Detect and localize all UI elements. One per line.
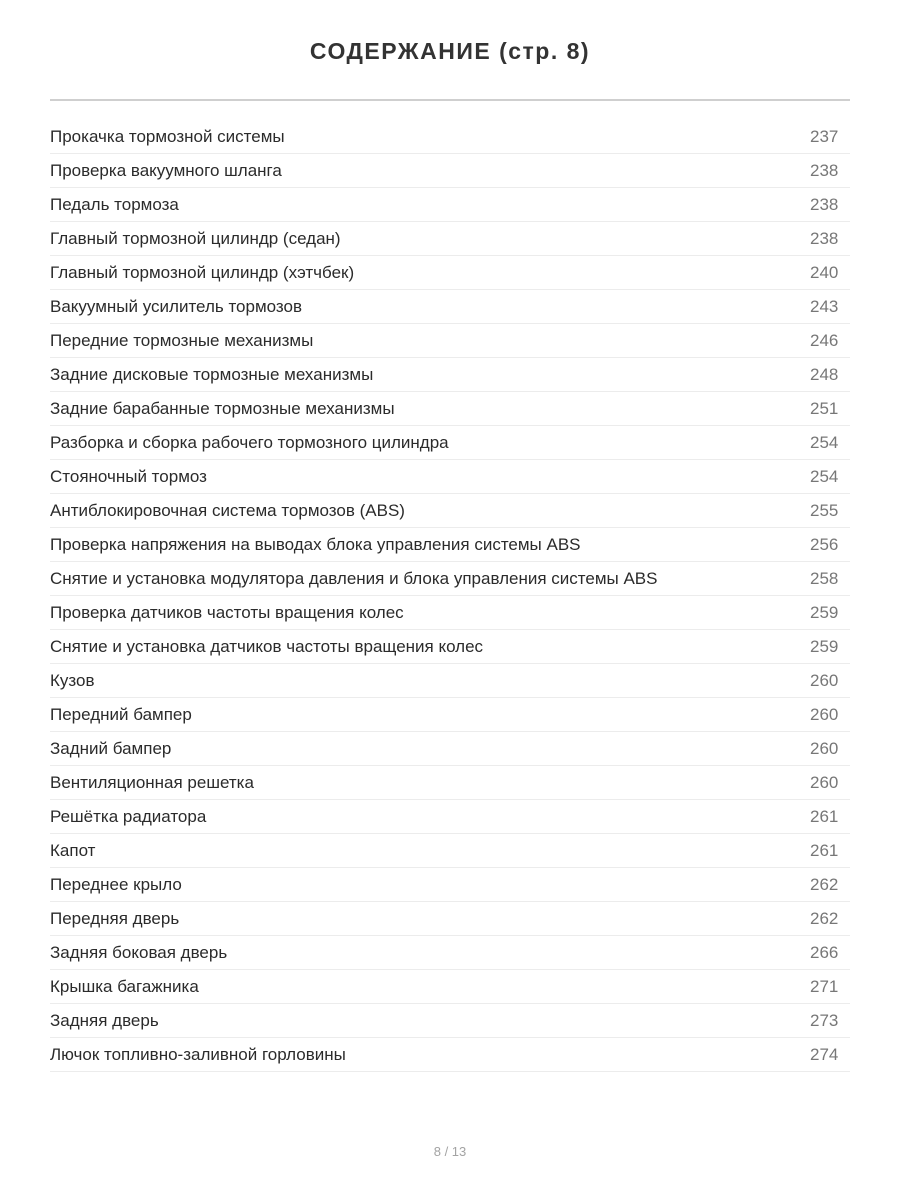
toc-entry-title: Снятие и установка модулятора давления и блока управления системы ABS	[50, 568, 658, 588]
toc-entry[interactable]	[50, 222, 850, 256]
toc-entry[interactable]	[50, 358, 850, 392]
toc-entry[interactable]	[50, 732, 850, 766]
toc-entry[interactable]	[50, 392, 850, 426]
toc-entry[interactable]	[50, 120, 850, 154]
toc-entry-page: 256	[810, 534, 839, 554]
toc-entry-title: Задний бампер	[50, 738, 172, 758]
toc-entry-page: 240	[810, 262, 839, 282]
page-title: СОДЕРЖАНИЕ (стр. 8)	[309, 38, 591, 64]
toc-entry[interactable]	[50, 868, 850, 902]
toc-entry-page: 243	[810, 296, 839, 316]
toc-entry-title: Задние барабанные тормозные механизмы	[50, 398, 395, 418]
toc-entry-page: 262	[810, 908, 839, 928]
toc-entry[interactable]	[50, 460, 850, 494]
toc-entry-page: 260	[810, 738, 839, 758]
toc-entry-title: Вакуумный усилитель тормозов	[50, 296, 302, 316]
toc-entry[interactable]	[50, 698, 850, 732]
toc-entry[interactable]	[50, 1004, 850, 1038]
toc-entry-title: Стояночный тормоз	[50, 466, 207, 486]
toc-entry-page: 238	[810, 194, 839, 214]
toc-entry-title: Задняя боковая дверь	[50, 942, 228, 962]
toc-entry[interactable]	[50, 664, 850, 698]
toc-entry-title: Решётка радиатора	[50, 806, 207, 826]
toc-entry[interactable]	[50, 290, 850, 324]
toc-entry-page: 238	[810, 228, 839, 248]
toc-entry[interactable]	[50, 766, 850, 800]
toc-entry-title: Педаль тормоза	[50, 194, 179, 214]
toc-entry-title: Антиблокировочная система тормозов (ABS)	[50, 500, 405, 520]
toc-entry[interactable]	[50, 902, 850, 936]
toc-entry-title: Проверка датчиков частоты вращения колес	[50, 602, 404, 622]
title-divider	[50, 99, 850, 101]
toc-entry[interactable]	[50, 970, 850, 1004]
toc-entry-page: 260	[810, 670, 839, 690]
toc-entry-title: Разборка и сборка рабочего тормозного цилиндра	[50, 432, 449, 452]
toc-entry[interactable]	[50, 800, 850, 834]
toc-entry[interactable]	[50, 426, 850, 460]
toc-entry-page: 260	[810, 704, 839, 724]
toc-entry[interactable]	[50, 834, 850, 868]
toc-entry-title: Капот	[50, 840, 96, 860]
toc-entry[interactable]	[50, 256, 850, 290]
toc-entry[interactable]	[50, 630, 850, 664]
toc-entry-page: 266	[810, 942, 839, 962]
toc-entry-page: 273	[810, 1010, 839, 1030]
toc-entry-page: 260	[810, 772, 839, 792]
toc-entry-title: Передний бампер	[50, 704, 192, 724]
toc-entry-title: Задние дисковые тормозные механизмы	[50, 364, 374, 384]
toc-entry-title: Проверка вакуумного шланга	[50, 160, 282, 180]
toc-entry-title: Снятие и установка датчиков частоты вращения колес	[50, 636, 484, 656]
toc-entry-page: 237	[810, 126, 839, 146]
toc-entry-page: 262	[810, 874, 839, 894]
toc-entry-title: Вентиляционная решетка	[50, 772, 254, 792]
toc-entry-title: Задняя дверь	[50, 1010, 159, 1030]
toc-entry-title: Кузов	[50, 670, 95, 690]
toc-entry-title: Прокачка тормозной системы	[50, 126, 285, 146]
toc-entry-title: Главный тормозной цилиндр (хэтчбек)	[50, 262, 355, 282]
toc-entry-page: 271	[810, 976, 839, 996]
toc-entry-title: Передние тормозные механизмы	[50, 330, 314, 350]
toc-entry-page: 259	[810, 602, 839, 622]
toc-entry-page: 259	[810, 636, 839, 656]
toc-entry[interactable]	[50, 324, 850, 358]
toc-entry-page: 261	[810, 840, 839, 860]
toc-entry[interactable]	[50, 562, 850, 596]
page-number: 8 / 13	[433, 1144, 467, 1159]
toc-entry-page: 246	[810, 330, 839, 350]
toc-entry-page: 255	[810, 500, 839, 520]
toc-entry-title: Передняя дверь	[50, 908, 180, 928]
toc-entry-title: Проверка напряжения на выводах блока управления системы ABS	[50, 534, 581, 554]
toc-entry[interactable]	[50, 528, 850, 562]
toc-entry-page: 248	[810, 364, 839, 384]
toc-entry-page: 258	[810, 568, 839, 588]
toc-entry-page: 274	[810, 1044, 839, 1064]
toc-entry[interactable]	[50, 1038, 850, 1072]
toc-entry-title: Крышка багажника	[50, 976, 199, 996]
toc-entry-title: Переднее крыло	[50, 874, 182, 894]
toc-entry-page: 254	[810, 466, 839, 486]
toc-entry[interactable]	[50, 494, 850, 528]
toc-entry[interactable]	[50, 936, 850, 970]
toc-entry-title: Главный тормозной цилиндр (седан)	[50, 228, 341, 248]
toc-entry-page: 254	[810, 432, 839, 452]
toc-entry[interactable]	[50, 154, 850, 188]
toc-entry[interactable]	[50, 188, 850, 222]
table-of-contents	[50, 120, 850, 1072]
toc-entry[interactable]	[50, 596, 850, 630]
toc-entry-page: 261	[810, 806, 839, 826]
toc-entry-title: Лючок топливно-заливной горловины	[50, 1044, 346, 1064]
toc-entry-page: 238	[810, 160, 839, 180]
toc-entry-page: 251	[810, 398, 839, 418]
